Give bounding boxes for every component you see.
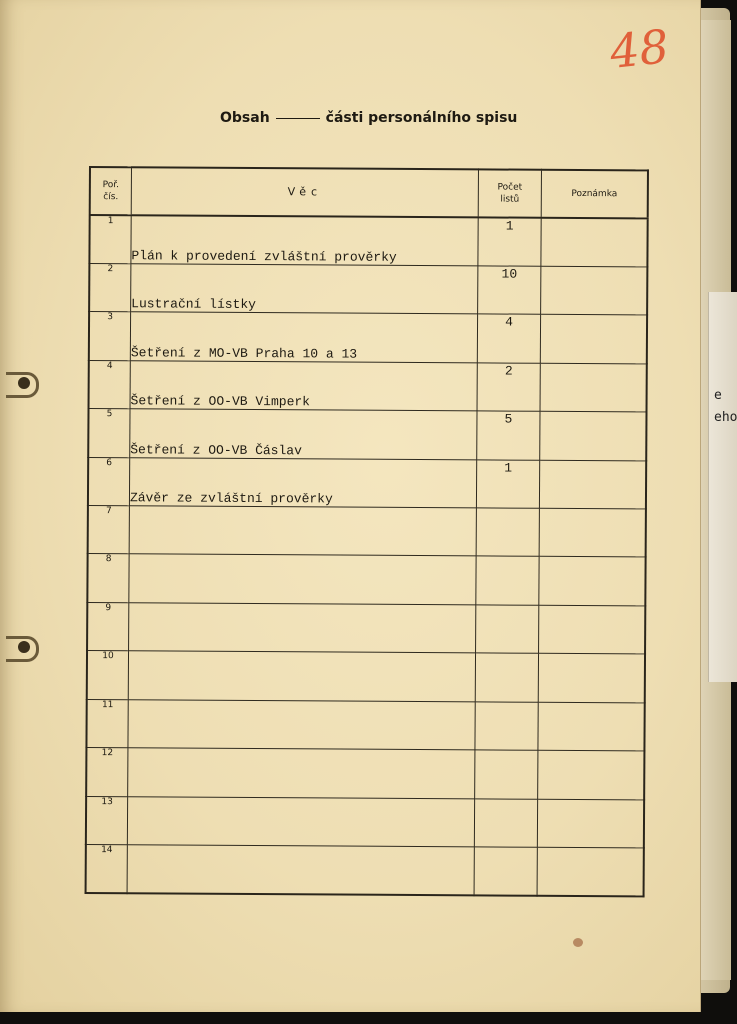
table-row — [86, 844, 644, 896]
row-note — [540, 363, 647, 412]
row-item — [128, 651, 475, 702]
row-item — [129, 554, 476, 605]
table-row — [86, 796, 644, 848]
row-note — [539, 557, 646, 606]
row-item: Závěr ze zvláštní prověrky — [129, 457, 476, 508]
row-number: 1 — [89, 215, 131, 264]
row-number: 10 — [87, 651, 129, 700]
slip-text-2: eho — [714, 410, 737, 425]
row-number: 4 — [89, 360, 131, 409]
row-note — [539, 460, 646, 509]
row-sheet-count: 5 — [477, 411, 540, 460]
contents-table — [85, 166, 649, 897]
table-row — [88, 409, 646, 461]
row-item — [127, 796, 474, 847]
binding-ring-upper — [6, 372, 39, 398]
row-number: 13 — [86, 796, 128, 845]
binding-ring-lower — [6, 636, 39, 662]
row-sheet-count — [475, 702, 538, 751]
row-item: Šetření z OO-VB Vimperk — [130, 361, 477, 412]
slip-text-1: e — [714, 388, 722, 403]
table-header-row — [90, 167, 648, 218]
row-note — [539, 508, 646, 557]
row-item: Plán k provedení zvláštní prověrky — [131, 215, 478, 266]
title-left: Obsah — [220, 110, 270, 126]
row-sheet-count: 4 — [477, 314, 540, 363]
row-item — [128, 748, 475, 799]
row-item: Lustrační lístky — [131, 264, 478, 315]
row-number: 11 — [86, 699, 128, 748]
row-note — [540, 315, 647, 364]
title-blank-line — [276, 118, 320, 119]
row-note — [539, 605, 646, 654]
row-number: 2 — [89, 263, 131, 312]
row-item — [127, 845, 474, 896]
row-item: Šetření z MO-VB Praha 10 a 13 — [130, 312, 477, 363]
row-item — [128, 699, 475, 750]
table-row — [86, 748, 644, 800]
row-number: 6 — [88, 457, 130, 506]
table-row — [88, 506, 646, 558]
table-row — [87, 554, 645, 606]
table-row — [89, 312, 647, 364]
row-sheet-count — [476, 556, 539, 605]
row-sheet-count — [474, 798, 537, 847]
row-number: 7 — [88, 506, 130, 555]
table-row — [87, 602, 645, 654]
row-number: 5 — [88, 409, 130, 458]
header-item: Věc — [131, 167, 478, 217]
row-note — [537, 799, 644, 848]
row-sheet-count: 10 — [478, 266, 541, 315]
header-number-line1: Poř. — [102, 180, 120, 191]
row-note — [541, 266, 648, 315]
row-item — [129, 506, 476, 557]
row-sheet-count — [474, 847, 537, 896]
row-sheet-count: 1 — [476, 459, 539, 508]
paper-stain — [573, 938, 583, 947]
row-note — [541, 218, 648, 267]
row-number: 14 — [86, 844, 128, 893]
table-row — [89, 215, 647, 267]
row-note — [538, 654, 645, 703]
table-row — [87, 651, 645, 703]
row-item: Šetření z OO-VB Čáslav — [130, 409, 477, 460]
table-row — [89, 263, 647, 315]
row-note — [537, 847, 644, 896]
header-count-line1: Počet — [497, 182, 523, 193]
table-row — [88, 457, 646, 509]
row-note — [538, 750, 645, 799]
row-note — [538, 702, 645, 751]
row-sheet-count — [475, 750, 538, 799]
row-note — [540, 411, 647, 460]
header-note: Poznámka — [541, 170, 648, 219]
header-count — [478, 169, 541, 217]
header-number — [90, 167, 132, 215]
row-number: 3 — [89, 312, 131, 361]
attached-slip — [708, 292, 737, 682]
page-title — [220, 110, 520, 126]
table-row — [89, 360, 647, 412]
row-number: 8 — [87, 554, 129, 603]
table-row — [86, 699, 644, 751]
row-item — [129, 603, 476, 654]
row-number: 12 — [86, 748, 128, 797]
header-count-line2: listů — [500, 194, 520, 205]
row-sheet-count — [476, 605, 539, 654]
row-sheet-count: 1 — [478, 217, 541, 266]
row-number: 9 — [87, 602, 129, 651]
row-sheet-count — [475, 653, 538, 702]
row-sheet-count — [476, 508, 539, 557]
title-right: části personálního spisu — [325, 110, 518, 126]
header-number-line2: čís. — [103, 192, 119, 203]
row-sheet-count: 2 — [477, 363, 540, 412]
handwritten-page-number: 48 — [607, 19, 672, 79]
